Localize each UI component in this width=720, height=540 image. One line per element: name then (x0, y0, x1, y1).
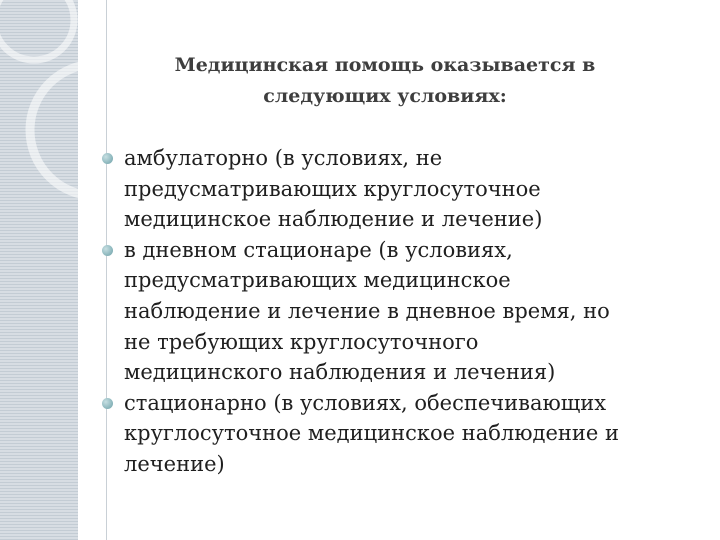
bullet-circle-icon (102, 398, 113, 409)
bullet-item-day-hospital (100, 235, 700, 388)
bullet-line: не требующих круглосуточного (124, 329, 479, 354)
bullet-circle-icon (102, 153, 113, 164)
bullet-line: в дневном стационаре (в условиях, (124, 237, 513, 262)
bullet-line: амбулаторно (в условиях, не (124, 146, 443, 170)
slide-title-line-1: Медицинская помощь оказывается в (174, 54, 596, 76)
bullet-line: медицинского наблюдения и лечения) (124, 360, 556, 385)
bullet-line: наблюдение и лечение в дневное время, но (124, 298, 610, 323)
slide-title (110, 50, 660, 112)
bullet-line: предусматривающих медицинское (124, 268, 511, 293)
bullet-line: предусматривающих круглосуточное (124, 176, 541, 201)
bullet-item-inpatient (100, 388, 700, 480)
decorative-swirl-graphic (0, 0, 78, 540)
bullet-line: круглосуточное медицинское наблюдение и (124, 421, 619, 446)
bullet-list (100, 143, 700, 480)
decorative-side-band (0, 0, 78, 540)
bullet-line: стационарно (в условиях, обеспечивающих (124, 390, 607, 415)
slide-title-line-2: следующих условиях: (263, 85, 507, 107)
bullet-item-ambulatory (100, 143, 700, 235)
bullet-line: медицинское наблюдение и лечение) (124, 207, 543, 232)
bullet-circle-icon (102, 245, 113, 256)
bullet-line: лечение) (124, 451, 225, 476)
